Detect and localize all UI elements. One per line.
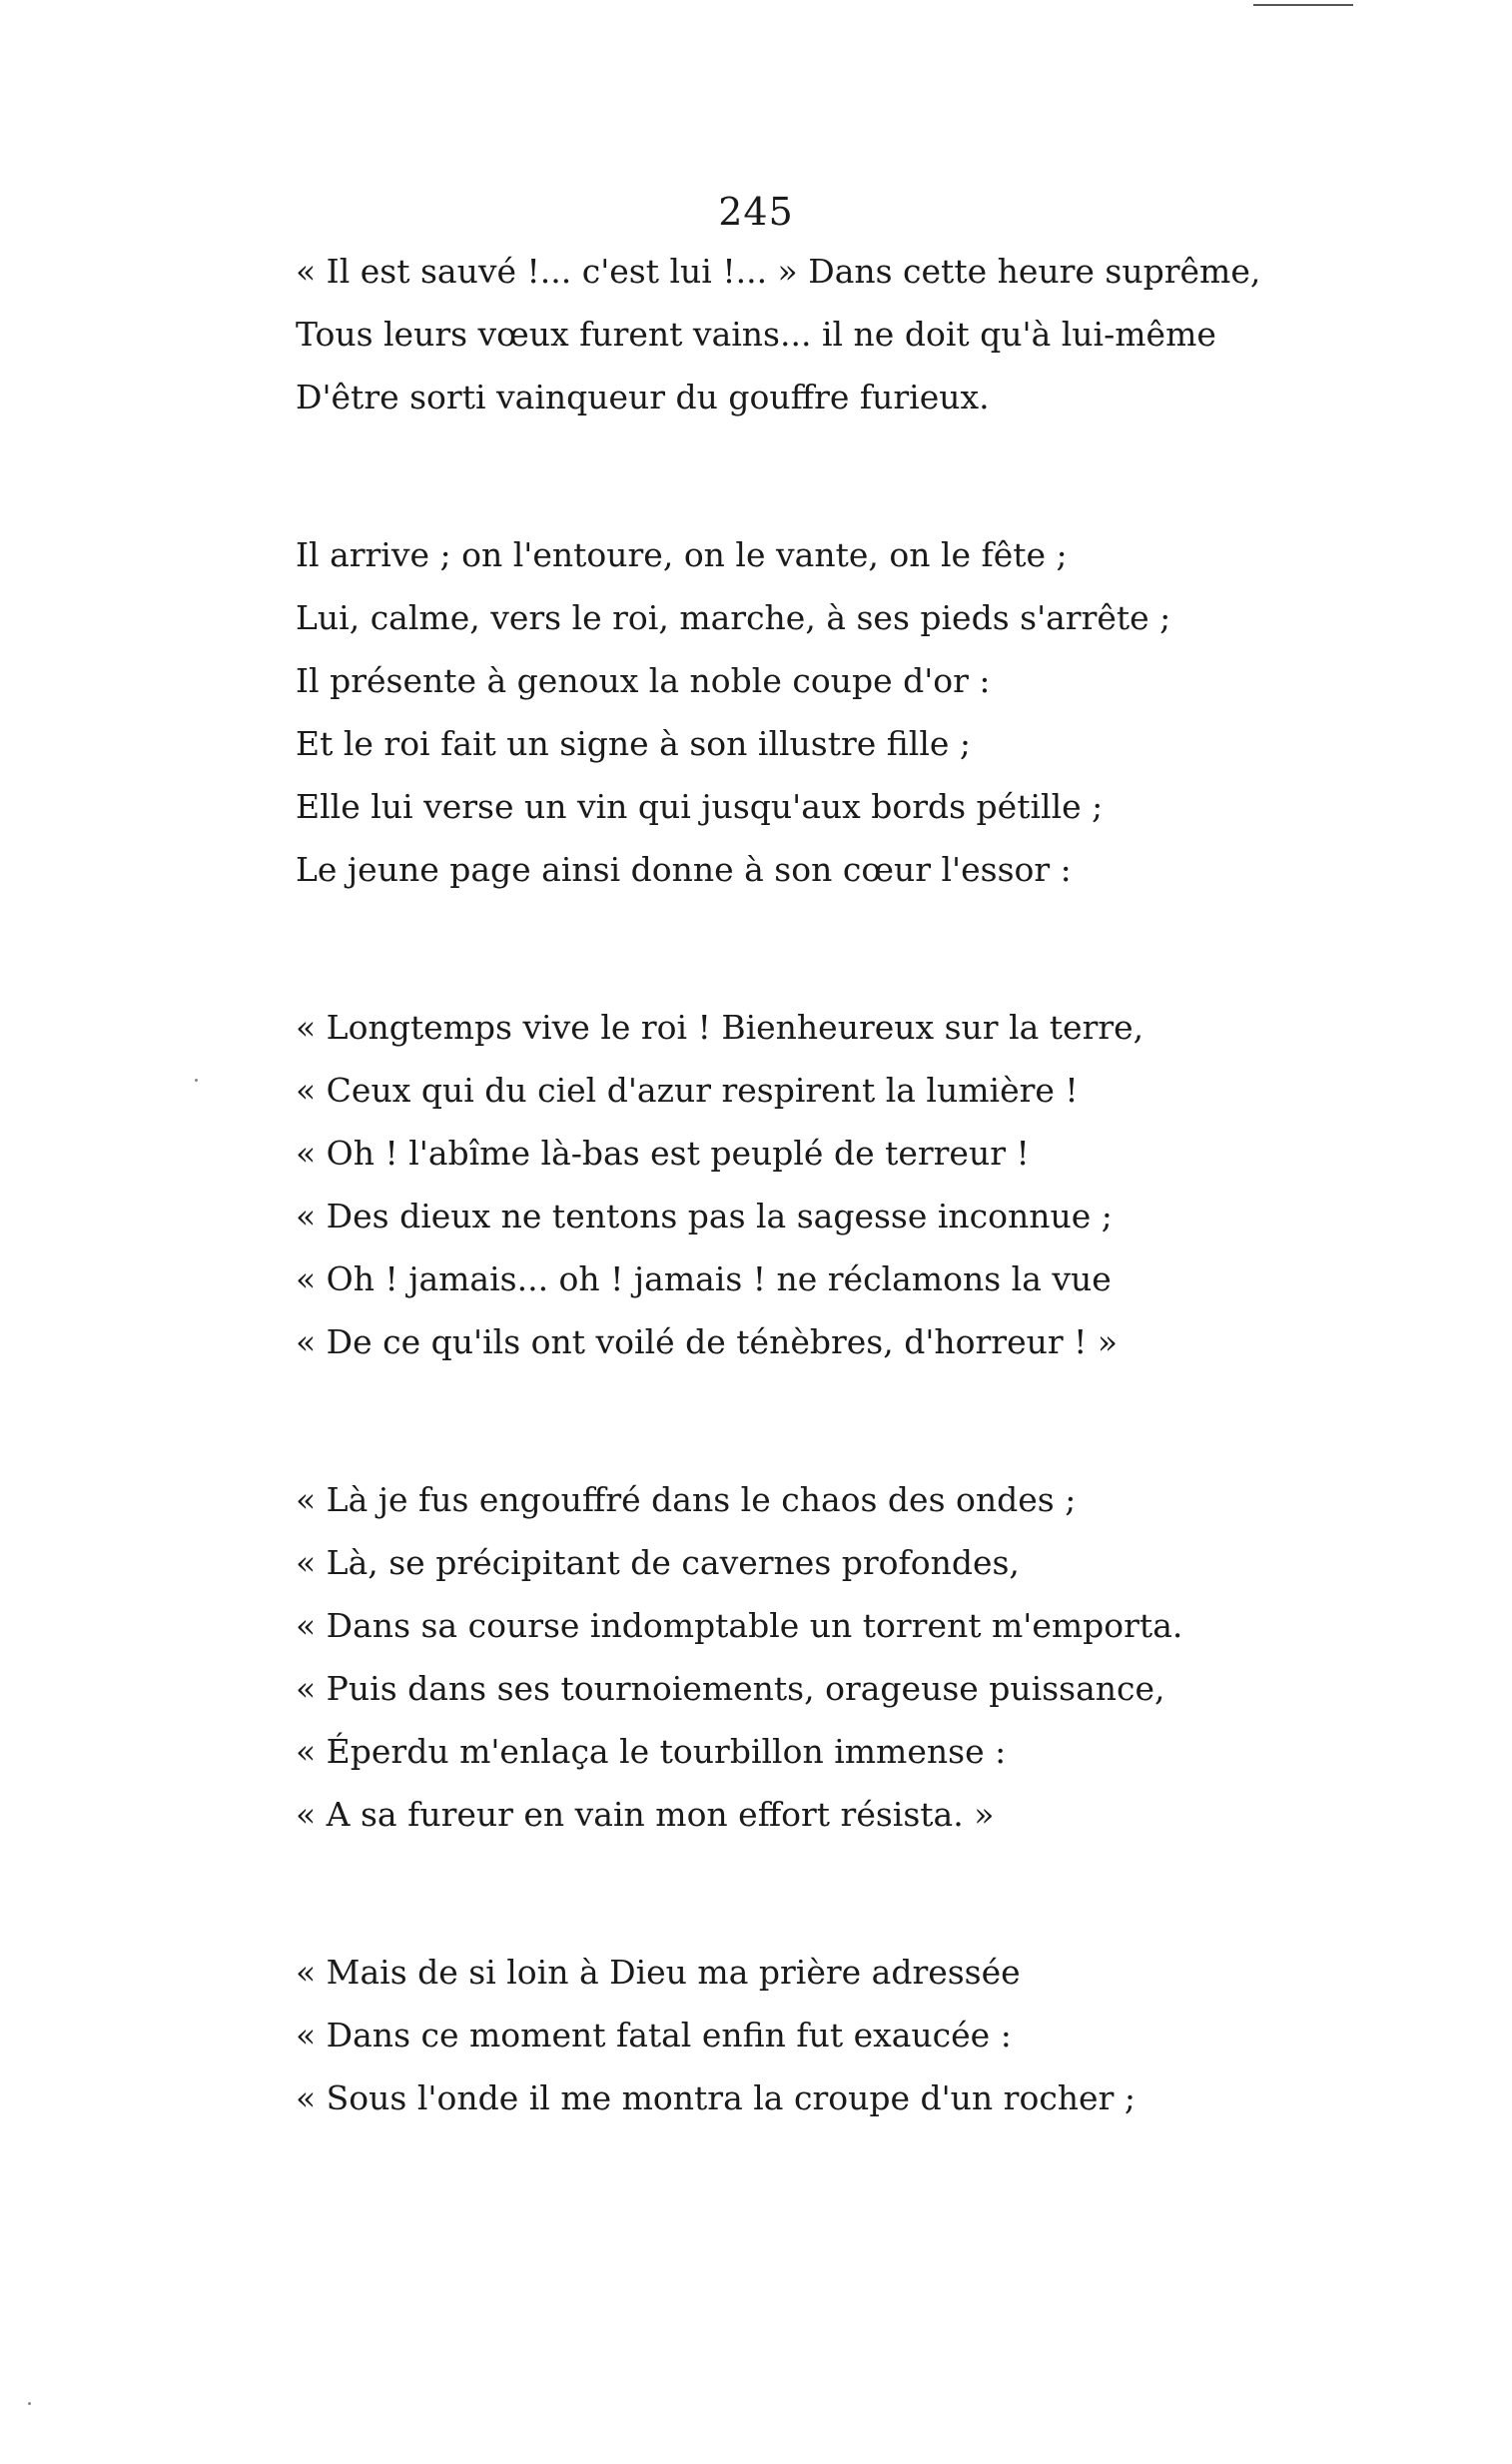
verse-line: « Ceux qui du ciel d'azur respirent la lumière ! [296, 1071, 1079, 1110]
verse-line: « Oh ! jamais... oh ! jamais ! ne réclamons la vue [296, 1259, 1112, 1298]
verse-line: « De ce qu'ils ont voilé de ténèbres, d'horreur ! » [296, 1322, 1119, 1361]
verse-line: Tous leurs vœux furent vains... il ne doit qu'à lui-même [296, 315, 1216, 354]
verse-line: Il arrive ; on l'entoure, on le vante, on le fête ; [296, 535, 1068, 574]
verse-line: Et le roi fait un signe à son illustre fille ; [296, 724, 972, 763]
verse-line: « Éperdu m'enlaça le tourbillon immense : [296, 1732, 1007, 1771]
page-number: 245 [718, 190, 794, 234]
verse-line: « Dans ce moment fatal enfin fut exaucée : [296, 2016, 1012, 2054]
verse-line: Il présente à genoux la noble coupe d'or : [296, 661, 991, 700]
verse-line: « Sous l'onde il me montra la croupe d'un rocher ; [296, 2078, 1135, 2117]
verse-line: « Longtemps vive le roi ! Bienheureux sur la terre, [296, 1008, 1144, 1047]
verse-line: Elle lui verse un vin qui jusqu'aux bords pétille ; [296, 787, 1104, 826]
stanza-3 [296, 996, 1294, 1373]
verse-line: « Dans sa course indomptable un torrent m'emporta. [296, 1606, 1183, 1645]
scan-speck [195, 1079, 198, 1082]
verse-line: « Des dieux ne tentons pas la sagesse inconnue ; [296, 1197, 1113, 1235]
verse-line: « Mais de si loin à Dieu ma prière adressée [296, 1953, 1021, 1992]
scan-speck [28, 2402, 31, 2405]
verse-line: Lui, calme, vers le roi, marche, à ses pieds s'arrête ; [296, 598, 1171, 637]
verse-line: D'être sorti vainqueur du gouffre furieux. [296, 378, 990, 416]
stanza-2 [296, 523, 1294, 901]
poem-body [296, 240, 1294, 2129]
stanza-4 [296, 1468, 1294, 1846]
stanza-5 [296, 1941, 1294, 2129]
verse-line: « Il est sauvé !... c'est lui !... » Dans cette heure suprême, [296, 252, 1261, 291]
stanza-1 [296, 240, 1294, 428]
verse-line: « Là, se précipitant de cavernes profondes, [296, 1543, 1020, 1582]
verse-line: « Oh ! l'abîme là-bas est peuplé de terreur ! [296, 1134, 1030, 1173]
top-edge-rule [1253, 4, 1353, 6]
verse-line: « Puis dans ses tournoiements, orageuse puissance, [296, 1669, 1165, 1708]
verse-line: Le jeune page ainsi donne à son cœur l'essor : [296, 850, 1072, 889]
verse-line: « Là je fus engouffré dans le chaos des ondes ; [296, 1480, 1077, 1519]
verse-line: « A sa fureur en vain mon effort résista. » [296, 1795, 995, 1834]
